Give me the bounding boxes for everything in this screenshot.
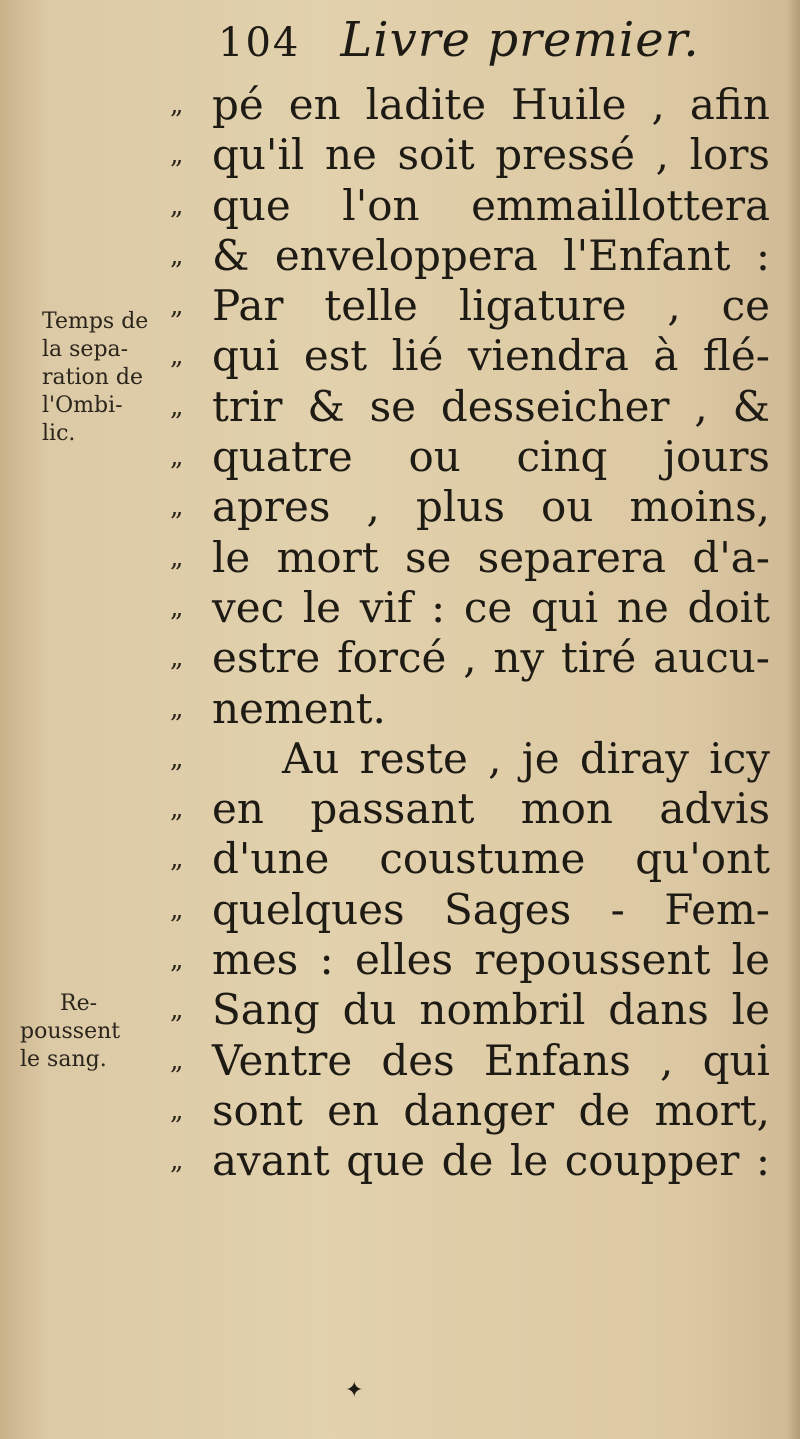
line-text: en passant mon advis	[212, 784, 770, 834]
text-line	[170, 834, 770, 884]
quote-mark: „	[170, 643, 184, 674]
line-text: le mort se separera d'a-	[212, 532, 770, 582]
body-text	[170, 80, 770, 1187]
margin-note-line: poussent	[20, 1019, 121, 1044]
line-text: avant que de le coupper :	[212, 1136, 770, 1186]
text-line	[170, 985, 770, 1035]
quote-mark: „	[170, 442, 184, 473]
line-text: que l'on emmaillottera	[212, 180, 770, 230]
line-text: estre forcé , ny tiré aucu-	[212, 633, 770, 683]
line-text: Au reste , je diray icy	[282, 733, 770, 783]
quote-mark: „	[170, 341, 184, 372]
text-line	[170, 784, 770, 834]
line-text: vec le vif : ce qui ne doit	[212, 582, 770, 632]
text-line	[170, 80, 770, 130]
quote-mark: „	[170, 1095, 184, 1126]
margin-note-line: lic.	[42, 421, 76, 446]
quote-mark: „	[170, 995, 184, 1026]
line-text: d'une coustume qu'ont	[212, 834, 770, 884]
quote-mark: „	[170, 1045, 184, 1076]
text-line	[170, 231, 770, 281]
quote-mark: „	[170, 743, 184, 774]
margin-note-line: le sang.	[20, 1047, 107, 1072]
text-line	[170, 130, 770, 180]
quote-mark: „	[170, 844, 184, 875]
quote-mark: „	[170, 492, 184, 523]
quote-mark: „	[170, 945, 184, 976]
text-line	[170, 1086, 770, 1136]
margin-note-line: ration de	[42, 365, 144, 390]
line-text: qu'il ne soit pressé , lors	[212, 130, 770, 180]
quote-mark: „	[170, 190, 184, 221]
text-line	[170, 281, 770, 331]
line-text: nement.	[212, 683, 386, 733]
line-text: qui est lié viendra à flé-	[212, 331, 770, 381]
page-number: 104	[218, 20, 301, 66]
text-line	[170, 583, 770, 633]
line-text: Ventre des Enfans , qui	[212, 1035, 770, 1085]
line-text: Par telle ligature , ce	[212, 281, 770, 331]
quote-mark: „	[170, 391, 184, 422]
quote-mark: „	[170, 794, 184, 825]
quote-mark: „	[170, 291, 184, 322]
text-line	[170, 482, 770, 532]
text-line	[170, 935, 770, 985]
line-text: pé en ladite Huile , afin	[212, 80, 770, 129]
text-line	[170, 533, 770, 583]
margin-note-line: l'Ombi-	[42, 393, 123, 418]
quote-mark: „	[170, 894, 184, 925]
line-text: mes : elles repoussent le	[212, 935, 770, 985]
text-line	[170, 885, 770, 935]
text-line	[170, 181, 770, 231]
text-line	[170, 432, 770, 482]
quote-mark: „	[170, 592, 184, 623]
quote-mark: „	[170, 1146, 184, 1177]
text-line	[170, 1036, 770, 1086]
quote-mark: „	[170, 90, 184, 120]
margin-note-line: la sepa-	[42, 337, 129, 362]
text-line	[170, 734, 770, 784]
text-line	[170, 633, 770, 683]
page-header	[218, 12, 700, 72]
text-line	[170, 684, 770, 734]
quote-mark: „	[170, 693, 184, 724]
margin-note-line: Temps de	[42, 309, 149, 334]
line-text: sont en danger de mort,	[212, 1085, 770, 1135]
text-line	[170, 382, 770, 432]
quote-mark: „	[170, 542, 184, 573]
margin-note-line: Re-	[60, 991, 98, 1016]
line-text: Sang du nombril dans le	[212, 985, 770, 1035]
text-line	[170, 331, 770, 381]
quote-mark: „	[170, 240, 184, 271]
line-text: quatre ou cinq jours	[212, 432, 770, 482]
line-text: apres , plus ou moins,	[212, 482, 770, 532]
line-text: & enveloppera l'Enfant :	[212, 230, 770, 280]
line-text: quelques Sages - Fem-	[212, 884, 770, 934]
line-text: trir & se desseicher , &	[212, 381, 770, 431]
quote-mark: „	[170, 140, 184, 171]
page-edge-shadow	[786, 0, 800, 1439]
margin-note-umbilical	[42, 308, 192, 448]
printer-mark: ✦	[345, 1378, 364, 1403]
text-line	[170, 1136, 770, 1186]
margin-note-blood	[20, 990, 150, 1074]
running-title: Livre premier.	[340, 12, 700, 68]
